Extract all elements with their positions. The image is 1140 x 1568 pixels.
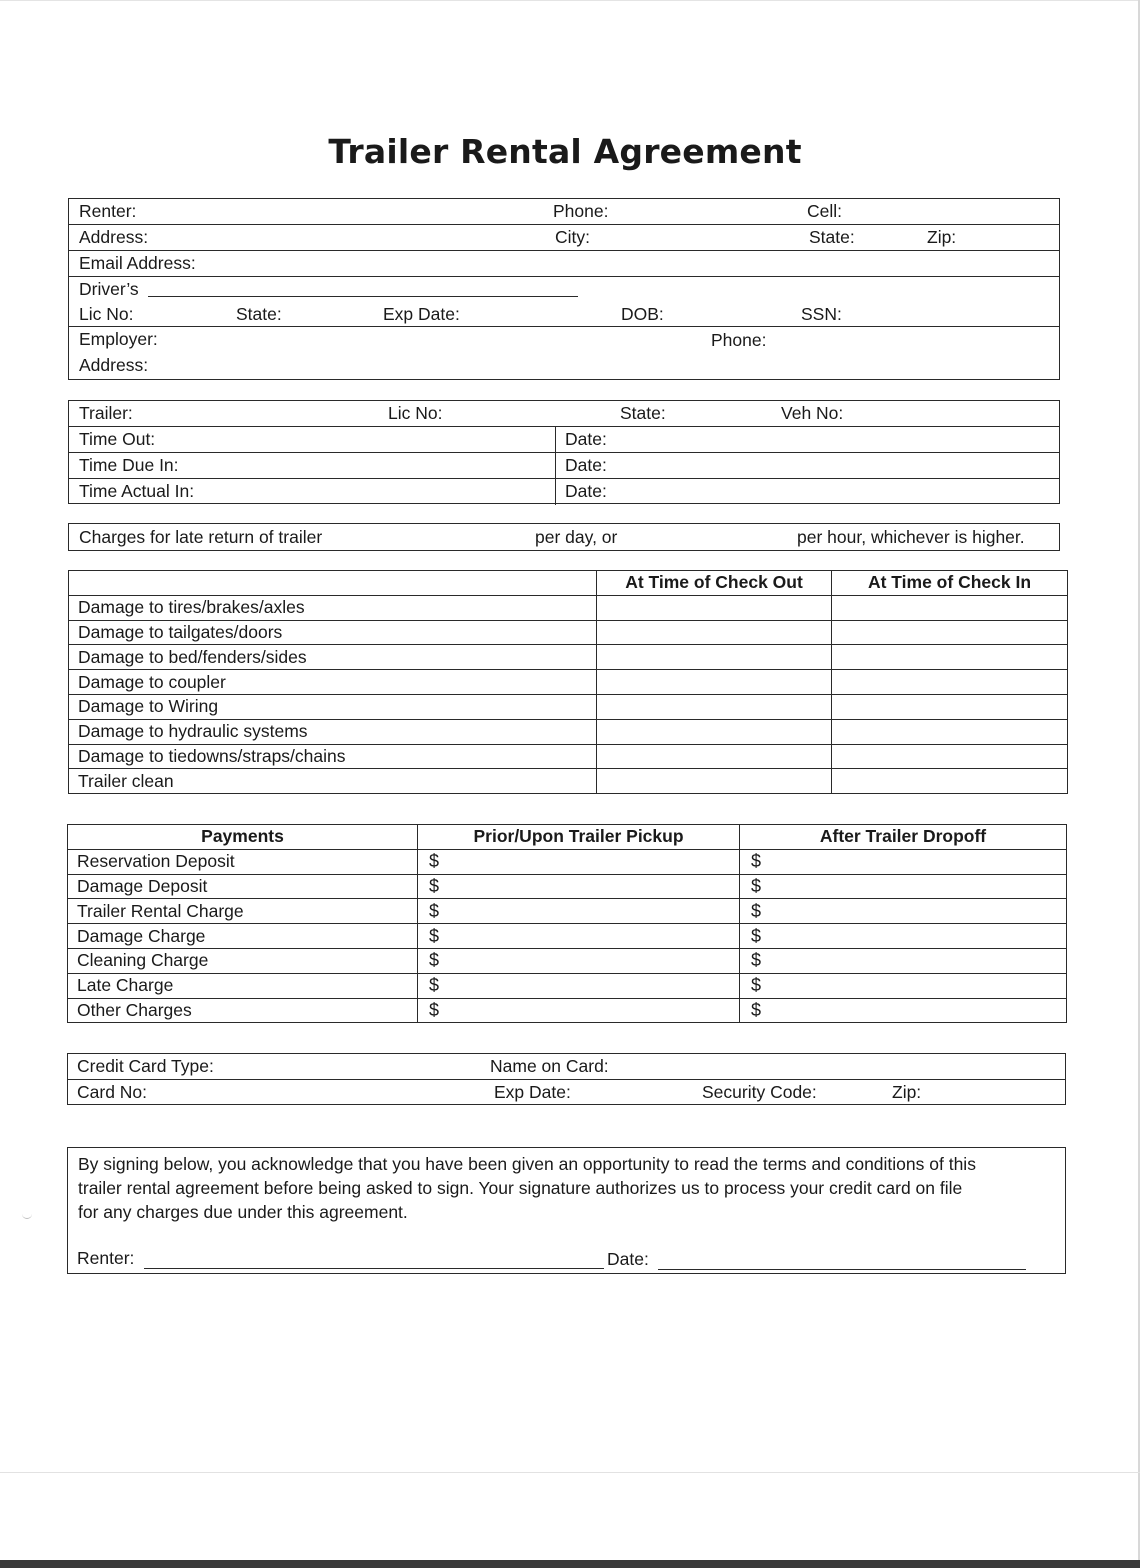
- card-number-row: [68, 1080, 1065, 1106]
- page-edge-top: [0, 0, 1140, 1]
- ssn-label: SSN:: [801, 304, 842, 324]
- payment-item-label: Late Charge: [68, 973, 418, 998]
- dropoff-amount-cell[interactable]: $: [740, 849, 1067, 874]
- renter-signature-label: Renter:: [77, 1248, 135, 1268]
- dropoff-header: After Trailer Dropoff: [740, 825, 1067, 850]
- zip-label: Zip:: [927, 227, 957, 247]
- employer-address-label: Address:: [79, 355, 149, 375]
- time-due-in-label: Time Due In:: [79, 455, 179, 475]
- time-out-date-label: Date:: [565, 429, 607, 449]
- table-row: [69, 670, 1068, 695]
- pickup-amount-cell[interactable]: $: [418, 899, 740, 924]
- column-divider: [555, 453, 556, 478]
- damage-item-label: Damage to tires/brakes/axles: [69, 595, 597, 620]
- trailer-state-label: State:: [620, 403, 666, 423]
- email-label: Email Address:: [79, 253, 196, 273]
- time-out-row: [69, 427, 1059, 453]
- table-row: [68, 899, 1067, 924]
- table-row: [69, 769, 1068, 794]
- per-hour-label: per hour, whichever is higher.: [797, 527, 1025, 547]
- payments-table: [67, 824, 1067, 1023]
- payment-item-label: Other Charges: [68, 998, 418, 1023]
- state-label: State:: [809, 227, 855, 247]
- pickup-amount-cell[interactable]: $: [418, 973, 740, 998]
- table-row: [68, 849, 1067, 874]
- check-out-header: At Time of Check Out: [597, 571, 832, 596]
- check-in-cell[interactable]: [832, 595, 1068, 620]
- dropoff-amount-cell[interactable]: $: [740, 874, 1067, 899]
- card-type-label: Credit Card Type:: [77, 1056, 214, 1076]
- dropoff-amount-cell[interactable]: $: [740, 924, 1067, 949]
- pickup-amount-cell[interactable]: $: [418, 874, 740, 899]
- check-out-cell[interactable]: [597, 670, 832, 695]
- page-fold-line: [0, 1472, 1140, 1473]
- damage-item-label: Damage to tiedowns/straps/chains: [69, 744, 597, 769]
- check-in-cell[interactable]: [832, 719, 1068, 744]
- scan-bottom-edge: [0, 1560, 1140, 1568]
- dropoff-amount-cell[interactable]: $: [740, 973, 1067, 998]
- address-row: [69, 225, 1059, 251]
- damage-item-label: Damage to tailgates/doors: [69, 620, 597, 645]
- card-no-label: Card No:: [77, 1082, 148, 1102]
- check-out-cell[interactable]: [597, 694, 832, 719]
- table-row: [68, 973, 1067, 998]
- check-out-cell[interactable]: [597, 769, 832, 794]
- time-actual-in-date-label: Date:: [565, 481, 607, 501]
- late-charges-label: Charges for late return of trailer: [79, 527, 323, 547]
- credit-card-box: [67, 1053, 1066, 1105]
- trailer-row: [69, 401, 1059, 427]
- cell-label: Cell:: [807, 201, 843, 221]
- pickup-amount-cell[interactable]: $: [418, 849, 740, 874]
- pickup-header: Prior/Upon Trailer Pickup: [418, 825, 740, 850]
- table-row: [68, 998, 1067, 1023]
- pickup-amount-cell[interactable]: $: [418, 948, 740, 973]
- payment-item-label: Damage Deposit: [68, 874, 418, 899]
- check-out-cell[interactable]: [597, 620, 832, 645]
- acknowledgement-box: [67, 1147, 1066, 1274]
- payment-item-label: Trailer Rental Charge: [68, 899, 418, 924]
- lic-state-label: State:: [236, 304, 282, 324]
- employer-label: Employer:: [79, 329, 158, 349]
- check-out-cell[interactable]: [597, 645, 832, 670]
- renter-label: Renter:: [79, 201, 137, 221]
- lic-exp-date-label: Exp Date:: [383, 304, 460, 324]
- table-row: [68, 948, 1067, 973]
- pickup-amount-cell[interactable]: $: [418, 924, 740, 949]
- check-out-cell[interactable]: [597, 719, 832, 744]
- damage-header-row: [69, 571, 1068, 596]
- renter-row: [69, 199, 1059, 225]
- payment-item-label: Damage Charge: [68, 924, 418, 949]
- check-in-cell[interactable]: [832, 694, 1068, 719]
- acknowledgement-text: By signing below, you acknowledge that you have been given an opportunity to read the terms and conditions of this trailer rental agreement before being asked to sign. Your signature authorizes us to process your credit card on file for any charges due under this agreement.: [78, 1154, 976, 1222]
- lic-no-label: Lic No:: [79, 304, 134, 324]
- check-in-cell[interactable]: [832, 670, 1068, 695]
- check-out-cell[interactable]: [597, 744, 832, 769]
- dob-label: DOB:: [621, 304, 664, 324]
- signature-date-line[interactable]: [658, 1269, 1026, 1270]
- check-out-cell[interactable]: [597, 595, 832, 620]
- email-row: [69, 251, 1059, 277]
- damage-item-label: Damage to Wiring: [69, 694, 597, 719]
- time-actual-in-row: [69, 479, 1059, 505]
- payments-header: Payments: [68, 825, 418, 850]
- signature-date-label: Date:: [607, 1249, 649, 1269]
- dropoff-amount-cell[interactable]: $: [740, 899, 1067, 924]
- damage-item-label: Damage to hydraulic systems: [69, 719, 597, 744]
- trailer-label: Trailer:: [79, 403, 133, 423]
- damage-item-label: Trailer clean: [69, 769, 597, 794]
- payment-item-label: Cleaning Charge: [68, 948, 418, 973]
- table-row: [69, 595, 1068, 620]
- card-zip-label: Zip:: [892, 1082, 922, 1102]
- table-row: [69, 744, 1068, 769]
- veh-no-label: Veh No:: [781, 403, 844, 423]
- trailer-info-box: [68, 400, 1060, 504]
- card-exp-date-label: Exp Date:: [494, 1082, 571, 1102]
- check-in-cell[interactable]: [832, 645, 1068, 670]
- time-due-in-row: [69, 453, 1059, 479]
- trailer-lic-no-label: Lic No:: [388, 403, 443, 423]
- scan-mark: [22, 1212, 32, 1219]
- table-row: [69, 694, 1068, 719]
- check-in-cell[interactable]: [832, 769, 1068, 794]
- damage-table: [68, 570, 1068, 794]
- check-in-cell[interactable]: [832, 620, 1068, 645]
- table-row: [69, 620, 1068, 645]
- drivers-underline: [148, 296, 578, 297]
- table-row: [69, 719, 1068, 744]
- per-day-label: per day, or: [535, 527, 618, 547]
- renter-signature-line[interactable]: [144, 1268, 604, 1269]
- phone-label: Phone:: [553, 201, 609, 221]
- renter-info-box: [68, 198, 1060, 380]
- employer-phone-label: Phone:: [711, 330, 767, 350]
- time-out-label: Time Out:: [79, 429, 156, 449]
- dropoff-amount-cell[interactable]: $: [740, 948, 1067, 973]
- security-code-label: Security Code:: [702, 1082, 817, 1102]
- column-divider: [555, 479, 556, 505]
- page-title: Trailer Rental Agreement: [328, 132, 802, 171]
- drivers-license-row: [69, 277, 1059, 327]
- card-type-row: [68, 1054, 1065, 1080]
- table-row: [68, 924, 1067, 949]
- payment-item-label: Reservation Deposit: [68, 849, 418, 874]
- city-label: City:: [555, 227, 590, 247]
- check-in-cell[interactable]: [832, 744, 1068, 769]
- damage-header-blank: [69, 571, 597, 596]
- drivers-label: Driver’s: [79, 279, 139, 299]
- damage-item-label: Damage to coupler: [69, 670, 597, 695]
- pickup-amount-cell[interactable]: $: [418, 998, 740, 1023]
- name-on-card-label: Name on Card:: [490, 1056, 609, 1076]
- address-label: Address:: [79, 227, 149, 247]
- check-in-header: At Time of Check In: [832, 571, 1068, 596]
- damage-item-label: Damage to bed/fenders/sides: [69, 645, 597, 670]
- dropoff-amount-cell[interactable]: $: [740, 998, 1067, 1023]
- table-row: [69, 645, 1068, 670]
- time-actual-in-label: Time Actual In:: [79, 481, 195, 501]
- late-charges-box: [68, 523, 1060, 551]
- column-divider: [555, 427, 556, 452]
- time-due-in-date-label: Date:: [565, 455, 607, 475]
- table-row: [68, 874, 1067, 899]
- payments-header-row: [68, 825, 1067, 850]
- employer-row: [69, 327, 1059, 379]
